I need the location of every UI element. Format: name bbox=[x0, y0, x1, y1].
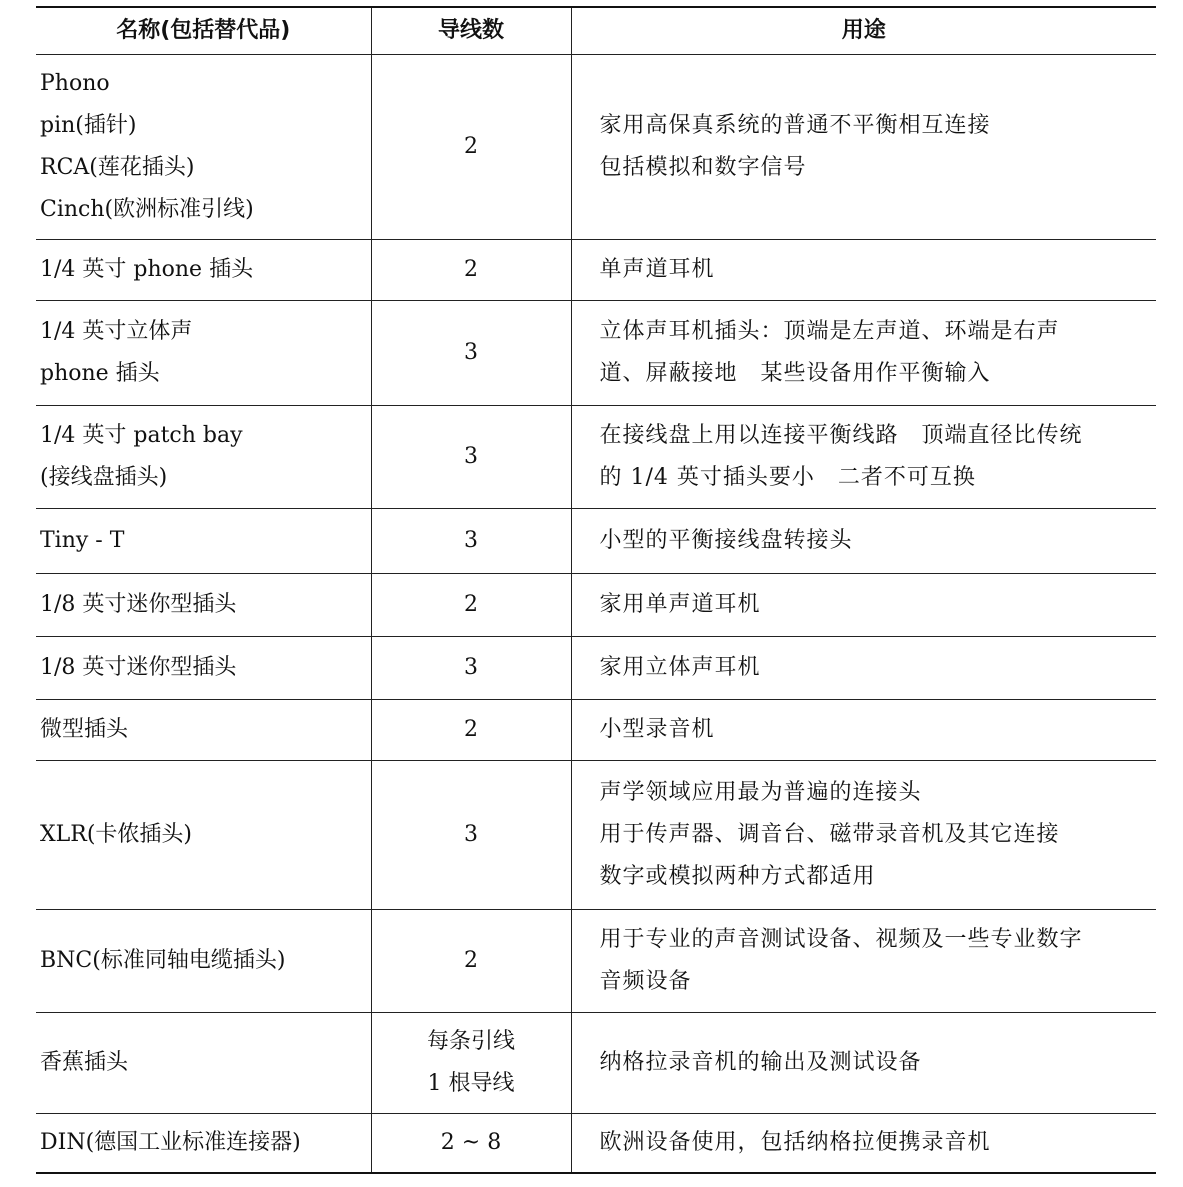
header-wires: 导线数 bbox=[371, 7, 571, 55]
cell-name bbox=[36, 240, 371, 301]
cell-use bbox=[571, 574, 1156, 637]
cell-text: 每条引线 bbox=[426, 1029, 515, 1054]
cell-text: 小型的平衡接线盘转接头 bbox=[599, 528, 853, 553]
cell-text: 1 根导线 bbox=[427, 1071, 515, 1096]
cell-name bbox=[36, 55, 371, 240]
cell-text: 1/4 英寸 patch bay bbox=[40, 423, 243, 448]
cell-text: 2 bbox=[464, 948, 478, 973]
cell-name bbox=[36, 1114, 371, 1174]
cell-text: 音频设备 bbox=[599, 969, 692, 994]
table-row bbox=[36, 700, 1156, 761]
table-row bbox=[36, 509, 1156, 574]
cell-wires bbox=[371, 55, 571, 240]
cell-text: BNC(标准同轴电缆插头) bbox=[40, 948, 286, 973]
table-row bbox=[36, 637, 1156, 700]
cell-name bbox=[36, 406, 371, 509]
cell-use bbox=[571, 509, 1156, 574]
cell-text: 2 bbox=[464, 257, 478, 282]
cell-name bbox=[36, 574, 371, 637]
cell-text: RCA(莲花插头) bbox=[40, 155, 195, 180]
table-row bbox=[36, 240, 1156, 301]
cell-text: 的 1/4 英寸插头要小 二者不可互换 bbox=[599, 465, 976, 490]
cell-text: 1/4 英寸 phone 插头 bbox=[40, 257, 254, 282]
cell-text: Cinch(欧洲标准引线) bbox=[40, 197, 254, 222]
cell-wires bbox=[371, 700, 571, 761]
cell-text: 3 bbox=[464, 340, 478, 365]
cell-text: 用于传声器、调音台、磁带录音机及其它连接 bbox=[599, 822, 1060, 847]
cell-text: 3 bbox=[464, 444, 478, 469]
cell-wires bbox=[371, 240, 571, 301]
cell-use bbox=[571, 700, 1156, 761]
cell-text: pin(插针) bbox=[40, 113, 137, 138]
table-row bbox=[36, 910, 1156, 1013]
cell-name bbox=[36, 637, 371, 700]
table-row bbox=[36, 1114, 1156, 1174]
cell-text: 3 bbox=[464, 655, 478, 680]
cell-use bbox=[571, 1013, 1156, 1114]
cell-text: 小型录音机 bbox=[599, 717, 715, 742]
cell-name bbox=[36, 509, 371, 574]
header-use: 用途 bbox=[571, 7, 1156, 55]
cell-text: 2 ~ 8 bbox=[440, 1130, 502, 1155]
cell-use bbox=[571, 240, 1156, 301]
cell-text: 用于专业的声音测试设备、视频及一些专业数字 bbox=[599, 927, 1083, 952]
cell-name bbox=[36, 301, 371, 406]
cell-wires bbox=[371, 910, 571, 1013]
cell-text: 3 bbox=[464, 528, 478, 553]
cell-text: 包括模拟和数字信号 bbox=[599, 155, 807, 180]
cell-text: 纳格拉录音机的输出及测试设备 bbox=[599, 1050, 922, 1075]
cell-text: 欧洲设备使用，包括纳格拉便携录音机 bbox=[599, 1130, 991, 1155]
cell-text: 单声道耳机 bbox=[599, 257, 715, 282]
cell-use bbox=[571, 637, 1156, 700]
table-row bbox=[36, 761, 1156, 910]
cell-text: 道、屏蔽接地 某些设备用作平衡输入 bbox=[599, 361, 991, 386]
cell-text: 家用单声道耳机 bbox=[599, 592, 761, 617]
cell-use bbox=[571, 301, 1156, 406]
cell-text: DIN(德国工业标准连接器) bbox=[40, 1130, 301, 1155]
cell-text: (接线盘插头) bbox=[40, 465, 168, 490]
cell-text: 2 bbox=[464, 134, 478, 159]
cell-name bbox=[36, 910, 371, 1013]
cell-text: 数字或模拟两种方式都适用 bbox=[599, 864, 876, 889]
cell-wires bbox=[371, 637, 571, 700]
cell-wires bbox=[371, 574, 571, 637]
cell-wires bbox=[371, 761, 571, 910]
header-name: 名称(包括替代品) bbox=[36, 7, 371, 55]
table-row bbox=[36, 406, 1156, 509]
cell-use bbox=[571, 910, 1156, 1013]
table-row bbox=[36, 1013, 1156, 1114]
cell-name bbox=[36, 761, 371, 910]
cell-text: Tiny - T bbox=[40, 528, 125, 553]
cell-use bbox=[571, 406, 1156, 509]
cell-text: Phono bbox=[40, 71, 110, 96]
cell-name bbox=[36, 1013, 371, 1114]
cell-text: 1/8 英寸迷你型插头 bbox=[40, 655, 237, 680]
cell-text: 立体声耳机插头：顶端是左声道、环端是右声 bbox=[599, 319, 1060, 344]
cell-wires bbox=[371, 1013, 571, 1114]
cell-text: XLR(卡侬插头) bbox=[40, 822, 193, 847]
cell-use bbox=[571, 1114, 1156, 1174]
cell-text: phone 插头 bbox=[40, 361, 160, 386]
table-row bbox=[36, 301, 1156, 406]
cell-wires bbox=[371, 509, 571, 574]
cell-text: 1/8 英寸迷你型插头 bbox=[40, 592, 237, 617]
cell-use bbox=[571, 761, 1156, 910]
cell-text: 香蕉插头 bbox=[40, 1050, 129, 1075]
connector-table bbox=[36, 6, 1156, 1174]
cell-text: 声学领域应用最为普遍的连接头 bbox=[599, 780, 922, 805]
table-row bbox=[36, 574, 1156, 637]
cell-text: 家用高保真系统的普通不平衡相互连接 bbox=[599, 113, 991, 138]
cell-wires bbox=[371, 1114, 571, 1174]
cell-wires bbox=[371, 301, 571, 406]
cell-text: 在接线盘上用以连接平衡线路 顶端直径比传统 bbox=[599, 423, 1083, 448]
table-header-row bbox=[36, 7, 1156, 55]
cell-text: 1/4 英寸立体声 bbox=[40, 319, 193, 344]
cell-text: 2 bbox=[464, 717, 478, 742]
cell-text: 家用立体声耳机 bbox=[599, 655, 761, 680]
cell-wires bbox=[371, 406, 571, 509]
cell-name bbox=[36, 700, 371, 761]
cell-text: 微型插头 bbox=[40, 717, 129, 742]
table-row bbox=[36, 55, 1156, 240]
cell-use bbox=[571, 55, 1156, 240]
cell-text: 3 bbox=[464, 822, 478, 847]
cell-text: 2 bbox=[464, 592, 478, 617]
